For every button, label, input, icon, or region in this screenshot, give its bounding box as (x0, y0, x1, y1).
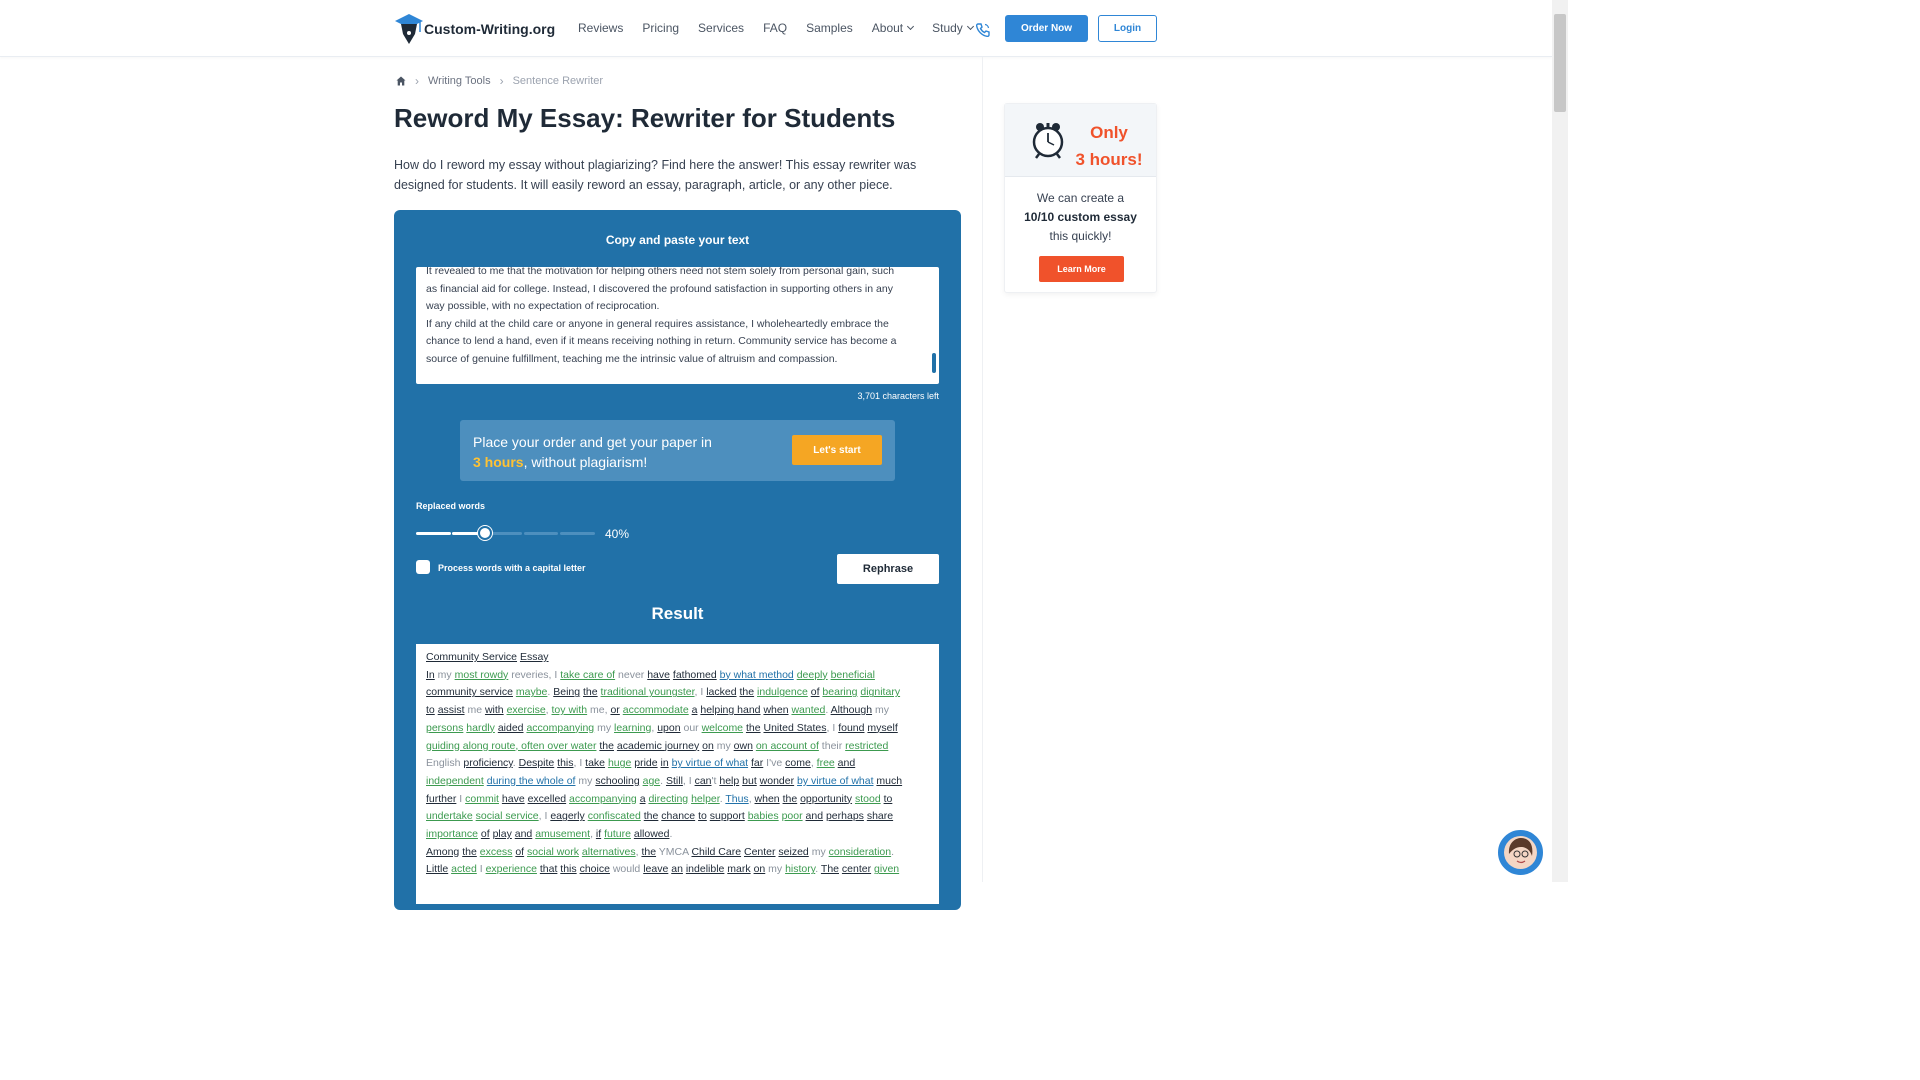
result-line (426, 702, 929, 720)
changed-word[interactable]: babies (747, 810, 779, 823)
changed-word[interactable]: guiding along route, often over water (426, 739, 597, 752)
result-line (426, 808, 929, 826)
original-word[interactable]: share (866, 810, 894, 823)
original-word[interactable]: the (745, 721, 761, 734)
original-word[interactable]: assist (437, 704, 465, 717)
chevron-down-icon (967, 23, 974, 30)
input-text-line: It revealed to me that the motivation for helping others need not stem solely from personal gain, such (426, 267, 895, 277)
original-word[interactable]: Little (426, 863, 449, 876)
original-word[interactable]: to (426, 704, 435, 717)
headline-line2: 3 hours! (1075, 150, 1143, 169)
original-word[interactable]: allowed (633, 828, 670, 841)
original-word[interactable]: center (841, 863, 872, 876)
original-word[interactable]: Still (665, 774, 683, 787)
lets-start-button[interactable]: Let's start (792, 435, 882, 465)
changed-word[interactable]: history (785, 863, 816, 876)
unchanged-text: . (719, 792, 726, 805)
changed-word[interactable]: maybe (515, 686, 548, 699)
replaced-words-slider[interactable] (416, 532, 595, 535)
unchanged-text: their (818, 739, 846, 752)
original-word[interactable]: upon (657, 721, 681, 734)
original-word[interactable]: the (643, 810, 659, 823)
graduation-cap-icon (394, 12, 424, 46)
changed-word[interactable]: age (642, 774, 661, 787)
original-word[interactable]: of (515, 845, 525, 858)
unchanged-text: never (615, 668, 648, 681)
rephrased-word[interactable]: during the whole of (486, 774, 576, 787)
unchanged-text: me, (587, 704, 611, 717)
original-word[interactable]: lacked (706, 686, 737, 699)
scrollbar-thumb[interactable] (1554, 14, 1566, 112)
promo-text (473, 432, 712, 472)
changed-word[interactable]: directing (648, 792, 689, 805)
rewriter-panel (394, 210, 961, 910)
original-word[interactable]: and (805, 810, 824, 823)
chevron-down-icon (907, 23, 914, 30)
headline-line1: Only (1090, 123, 1128, 142)
original-word[interactable]: this (560, 863, 577, 876)
original-word[interactable]: wonder (759, 774, 795, 787)
nav-faq[interactable]: FAQ (763, 21, 788, 35)
original-word[interactable]: far (751, 757, 764, 770)
original-word[interactable]: Among (426, 845, 460, 858)
slider-segment (560, 532, 595, 535)
unchanged-text: , (748, 792, 755, 805)
unchanged-text: would (609, 863, 644, 876)
original-word[interactable]: excelled (527, 792, 567, 805)
result-line (426, 844, 929, 862)
original-word[interactable]: on (702, 739, 714, 752)
promo-banner (460, 420, 895, 481)
original-word[interactable]: but (742, 774, 757, 787)
chat-widget[interactable] (1498, 830, 1543, 875)
characters-left: 3,701 characters left (857, 391, 939, 401)
original-word[interactable]: that (539, 863, 558, 876)
input-text-line: way possible, with no expectation of reciprocation. (426, 300, 660, 313)
changed-word[interactable]: future (604, 828, 631, 841)
unchanged-text: , (635, 845, 642, 858)
original-word[interactable]: In (426, 668, 435, 681)
original-word[interactable]: the (462, 845, 477, 858)
unchanged-text: . (660, 774, 666, 787)
original-word[interactable]: support (709, 810, 745, 823)
original-word[interactable]: helping hand (700, 704, 761, 717)
unchanged-text: , (810, 757, 817, 770)
original-word[interactable]: of (480, 828, 490, 841)
unchanged-text: . (669, 828, 673, 841)
promo-rest: , without plagiarism! (523, 454, 648, 470)
original-word[interactable]: own (733, 739, 753, 752)
breadcrumb-current: Sentence Rewriter (512, 75, 604, 87)
slider-handle[interactable] (478, 526, 492, 540)
original-word[interactable]: the (583, 686, 598, 699)
changed-word[interactable]: commit (465, 792, 499, 805)
capital-letter-checkbox[interactable] (416, 560, 430, 574)
phone-icon[interactable] (975, 22, 991, 38)
changed-word[interactable]: wanted (791, 704, 826, 717)
unchanged-text: , I (826, 721, 839, 734)
input-text-line: If any child at the child care or anyone in general requires assistance, I wholeheartedly embrace the (426, 317, 889, 330)
original-word[interactable]: of (810, 686, 820, 699)
original-word[interactable]: eagerly (550, 810, 585, 823)
original-word[interactable]: myself (867, 721, 898, 734)
changed-word[interactable]: exercise (506, 704, 546, 717)
changed-word[interactable]: dignitary (860, 686, 901, 699)
promo-card-header (1005, 104, 1156, 177)
changed-word[interactable]: persons (426, 721, 464, 734)
original-word[interactable]: further (426, 792, 457, 805)
unchanged-text: me (464, 704, 485, 717)
unchanged-text: our (680, 721, 702, 734)
support-avatar (1504, 836, 1537, 869)
original-word[interactable]: seized (778, 845, 809, 858)
unchanged-text: . (825, 704, 831, 717)
original-word[interactable]: come (785, 757, 811, 770)
rephrased-word[interactable]: Thus (725, 792, 749, 805)
original-word[interactable]: the (641, 845, 657, 858)
original-word[interactable]: when (754, 792, 780, 805)
login-button[interactable]: Login (1098, 15, 1157, 42)
unchanged-text: , (590, 828, 596, 841)
unchanged-text: reveries, I (508, 668, 561, 681)
changed-word[interactable]: hardly (466, 721, 495, 734)
unchanged-text: . (891, 845, 895, 858)
changed-word[interactable]: bearing (822, 686, 858, 699)
original-word[interactable]: pride (634, 757, 658, 770)
original-word[interactable]: the (599, 739, 614, 752)
unchanged-text: , (545, 704, 552, 717)
intro-text: How do I reword my essay without plagiarizing? Find here the answer! This essay rewriter was designed for students. It will easily reword an essay, paragraph, article, or any other piece. (394, 158, 917, 192)
replaced-words-label: Replaced words (416, 501, 486, 511)
changed-word[interactable]: accompanying (526, 721, 595, 734)
changed-word[interactable]: experience (485, 863, 537, 876)
rephrase-button[interactable]: Rephrase (837, 554, 939, 584)
home-icon[interactable] (396, 76, 406, 86)
promo-card (1004, 103, 1157, 293)
original-word[interactable]: schooling (595, 774, 640, 787)
nav-reviews[interactable]: Reviews (578, 21, 624, 35)
input-heading: Copy and paste your text (605, 233, 750, 247)
changed-word[interactable]: importance (426, 828, 478, 841)
nav-about[interactable] (872, 21, 913, 35)
changed-word[interactable]: beneficial (830, 668, 875, 681)
result-line (426, 684, 929, 702)
changed-word[interactable]: accompanying (569, 792, 637, 805)
unchanged-text: YMCA (656, 845, 692, 858)
original-word[interactable]: Although (830, 704, 873, 717)
result-line (426, 738, 929, 756)
nav-services[interactable]: Services (698, 21, 745, 35)
unchanged-text: , (651, 721, 658, 734)
changed-word[interactable]: consideration (828, 845, 892, 858)
original-word[interactable]: The (820, 863, 839, 876)
avatar-face-icon (1504, 836, 1537, 869)
unchanged-text: , I (573, 757, 586, 770)
input-text-line: source of genuine fulfillment, teaching me the intrinsic value of altruism and compassion. (426, 352, 838, 365)
original-word[interactable]: when (763, 704, 789, 717)
original-word[interactable]: much (876, 774, 903, 787)
result-line (426, 755, 929, 773)
original-word[interactable]: a (691, 704, 698, 717)
unchanged-text: my (713, 739, 734, 752)
original-word[interactable]: to (698, 810, 707, 823)
site-header (0, 0, 1552, 57)
promo-highlight: 3 hours (473, 454, 524, 470)
changed-word[interactable]: confiscated (587, 810, 641, 823)
unchanged-text: , I (538, 810, 551, 823)
order-now-button[interactable]: Order Now (1005, 15, 1088, 42)
changed-word[interactable]: welcome (701, 721, 744, 734)
original-word[interactable]: can (694, 774, 712, 787)
original-word[interactable]: play (492, 828, 512, 841)
breadcrumb-writing-tools[interactable]: Writing Tools (428, 75, 491, 87)
changed-word[interactable]: social work (527, 845, 579, 858)
input-text-line: as financial aid for college. Instead, I discovered the profound satisfaction in supporting others in any (426, 282, 893, 295)
result-line (426, 861, 929, 879)
original-word[interactable]: Essay (519, 651, 549, 663)
text-input[interactable] (416, 267, 939, 384)
original-word[interactable]: on (753, 863, 766, 876)
original-word[interactable]: Child Care (691, 845, 742, 858)
unchanged-text: . (512, 757, 519, 770)
original-word[interactable]: perhaps (825, 810, 864, 823)
unchanged-text: English (426, 757, 464, 770)
changed-word[interactable]: learning (614, 721, 652, 734)
nav-study[interactable] (932, 21, 973, 35)
original-word[interactable]: and (514, 828, 533, 841)
changed-word[interactable]: independent (426, 774, 484, 787)
changed-word[interactable]: poor (781, 810, 803, 823)
card-body-line3: this quickly! (1049, 229, 1112, 243)
original-word[interactable]: an (671, 863, 683, 876)
logo[interactable] (394, 12, 555, 46)
learn-more-button[interactable]: Learn More (1039, 256, 1124, 282)
result-line (426, 826, 929, 844)
result-line (426, 667, 929, 685)
text-input-content (426, 267, 917, 369)
original-word[interactable]: opportunity (800, 792, 853, 805)
changed-word[interactable]: indulgence (757, 686, 808, 699)
original-word[interactable]: aided (497, 721, 524, 734)
promo-card-text (1005, 189, 1156, 246)
original-word[interactable]: fathomed (672, 668, 717, 681)
rephrased-word[interactable]: by virtue of what (671, 757, 749, 770)
nav-study-label: Study (932, 21, 963, 35)
original-word[interactable]: choice (579, 863, 610, 876)
original-word[interactable]: leave (643, 863, 669, 876)
input-text-line: chance to lend a hand, even if it means receiving nothing in return. Community service has become a (426, 335, 897, 348)
changed-word[interactable]: helper (691, 792, 720, 805)
changed-word[interactable]: restricted (845, 739, 889, 752)
card-body-line2: 10/10 custom essay (1024, 210, 1137, 224)
result-output[interactable] (416, 644, 939, 904)
unchanged-text: I (456, 792, 466, 805)
page-scrollbar[interactable] (1552, 0, 1568, 882)
page-title: Reword My Essay: Rewriter for Students (394, 103, 896, 133)
original-word[interactable]: Being (553, 686, 581, 699)
result-line (426, 649, 929, 667)
changed-word[interactable]: accommodate (622, 704, 689, 717)
promo-line1: Place your order and get your paper in (473, 434, 712, 450)
unchanged-text: , I (682, 774, 695, 787)
logo-text: Custom-Writing.org (424, 21, 556, 37)
original-word[interactable]: in (660, 757, 669, 770)
original-word[interactable]: take (585, 757, 606, 770)
changed-word[interactable]: undertake (426, 810, 473, 823)
original-word[interactable]: have (647, 668, 670, 681)
textarea-scrollbar[interactable] (932, 353, 936, 373)
original-word[interactable]: indelible (685, 863, 725, 876)
result-line (426, 720, 929, 738)
breadcrumb-separator: › (499, 74, 504, 88)
main-nav (578, 21, 992, 35)
alarm-clock-icon (1031, 120, 1065, 160)
sidebar-divider (982, 57, 983, 882)
rephrased-word[interactable]: by virtue of what (797, 774, 874, 787)
breadcrumb-separator: › (415, 74, 419, 88)
slider-value: 40% (605, 527, 630, 541)
original-word[interactable]: Center (743, 845, 776, 858)
changed-word[interactable]: stood (854, 792, 881, 805)
changed-word[interactable]: on account of (755, 739, 819, 752)
changed-word[interactable]: acted (451, 863, 477, 876)
original-word[interactable]: help (719, 774, 740, 787)
changed-word[interactable]: take care of (560, 668, 616, 681)
nav-pricing[interactable]: Pricing (642, 21, 680, 35)
unchanged-text: my (575, 774, 596, 787)
original-word[interactable]: proficiency (463, 757, 513, 770)
original-word[interactable]: the (782, 792, 798, 805)
unchanged-text: my (765, 863, 786, 876)
changed-word[interactable]: deeply (796, 668, 828, 681)
nav-about-label: About (871, 21, 904, 35)
result-heading: Result (651, 604, 704, 623)
unchanged-text: my (434, 668, 455, 681)
card-body-line1: We can create a (1036, 191, 1125, 205)
result-line (426, 773, 929, 791)
unchanged-text: my (594, 721, 614, 734)
unchanged-text: I (476, 863, 486, 876)
slider-segment (524, 532, 558, 535)
capital-letter-label[interactable]: Process words with a capital letter (438, 563, 586, 573)
original-word[interactable]: have (501, 792, 525, 805)
changed-word[interactable]: social service (475, 810, 539, 823)
result-line (426, 791, 929, 809)
changed-word[interactable]: alternatives (581, 845, 636, 858)
original-word[interactable]: Despite (518, 757, 555, 770)
original-word[interactable]: community service (426, 686, 513, 699)
changed-word[interactable]: most rowdy (454, 668, 509, 681)
changed-word[interactable]: given (874, 863, 900, 876)
original-word[interactable]: this (557, 757, 574, 770)
unchanged-text: my (808, 845, 829, 858)
changed-word[interactable]: traditional youngster (600, 686, 695, 699)
breadcrumb (396, 74, 603, 88)
original-word[interactable]: or (610, 704, 620, 717)
changed-word[interactable]: free (816, 757, 835, 770)
unchanged-text: my (872, 704, 889, 717)
unchanged-text: , I (694, 686, 707, 699)
slider-segment (416, 532, 451, 535)
original-word[interactable]: found (838, 721, 865, 734)
original-word[interactable]: United States (763, 721, 827, 734)
nav-samples[interactable]: Samples (806, 21, 853, 35)
original-word[interactable]: with (484, 704, 504, 717)
original-word[interactable]: if (595, 828, 602, 841)
rephrased-word[interactable]: by what method (719, 668, 794, 681)
original-word[interactable]: academic journey (616, 739, 700, 752)
changed-word[interactable]: huge (607, 757, 632, 770)
unchanged-text: 't (711, 774, 720, 787)
original-word[interactable]: Community Service (426, 651, 518, 663)
changed-word[interactable]: excess (479, 845, 513, 858)
unchanged-text: . (547, 686, 554, 699)
original-word[interactable]: mark (727, 863, 751, 876)
original-word[interactable]: a (639, 792, 646, 805)
original-word[interactable]: and (837, 757, 856, 770)
original-word[interactable]: the (739, 686, 755, 699)
unchanged-text: I've (763, 757, 786, 770)
unchanged-text: . (815, 863, 821, 876)
changed-word[interactable]: amusement (535, 828, 591, 841)
original-word[interactable]: chance (661, 810, 696, 823)
original-word[interactable]: to (883, 792, 893, 805)
slider-segment (488, 532, 522, 535)
promo-card-headline (1069, 119, 1149, 173)
changed-word[interactable]: toy with (551, 704, 588, 717)
